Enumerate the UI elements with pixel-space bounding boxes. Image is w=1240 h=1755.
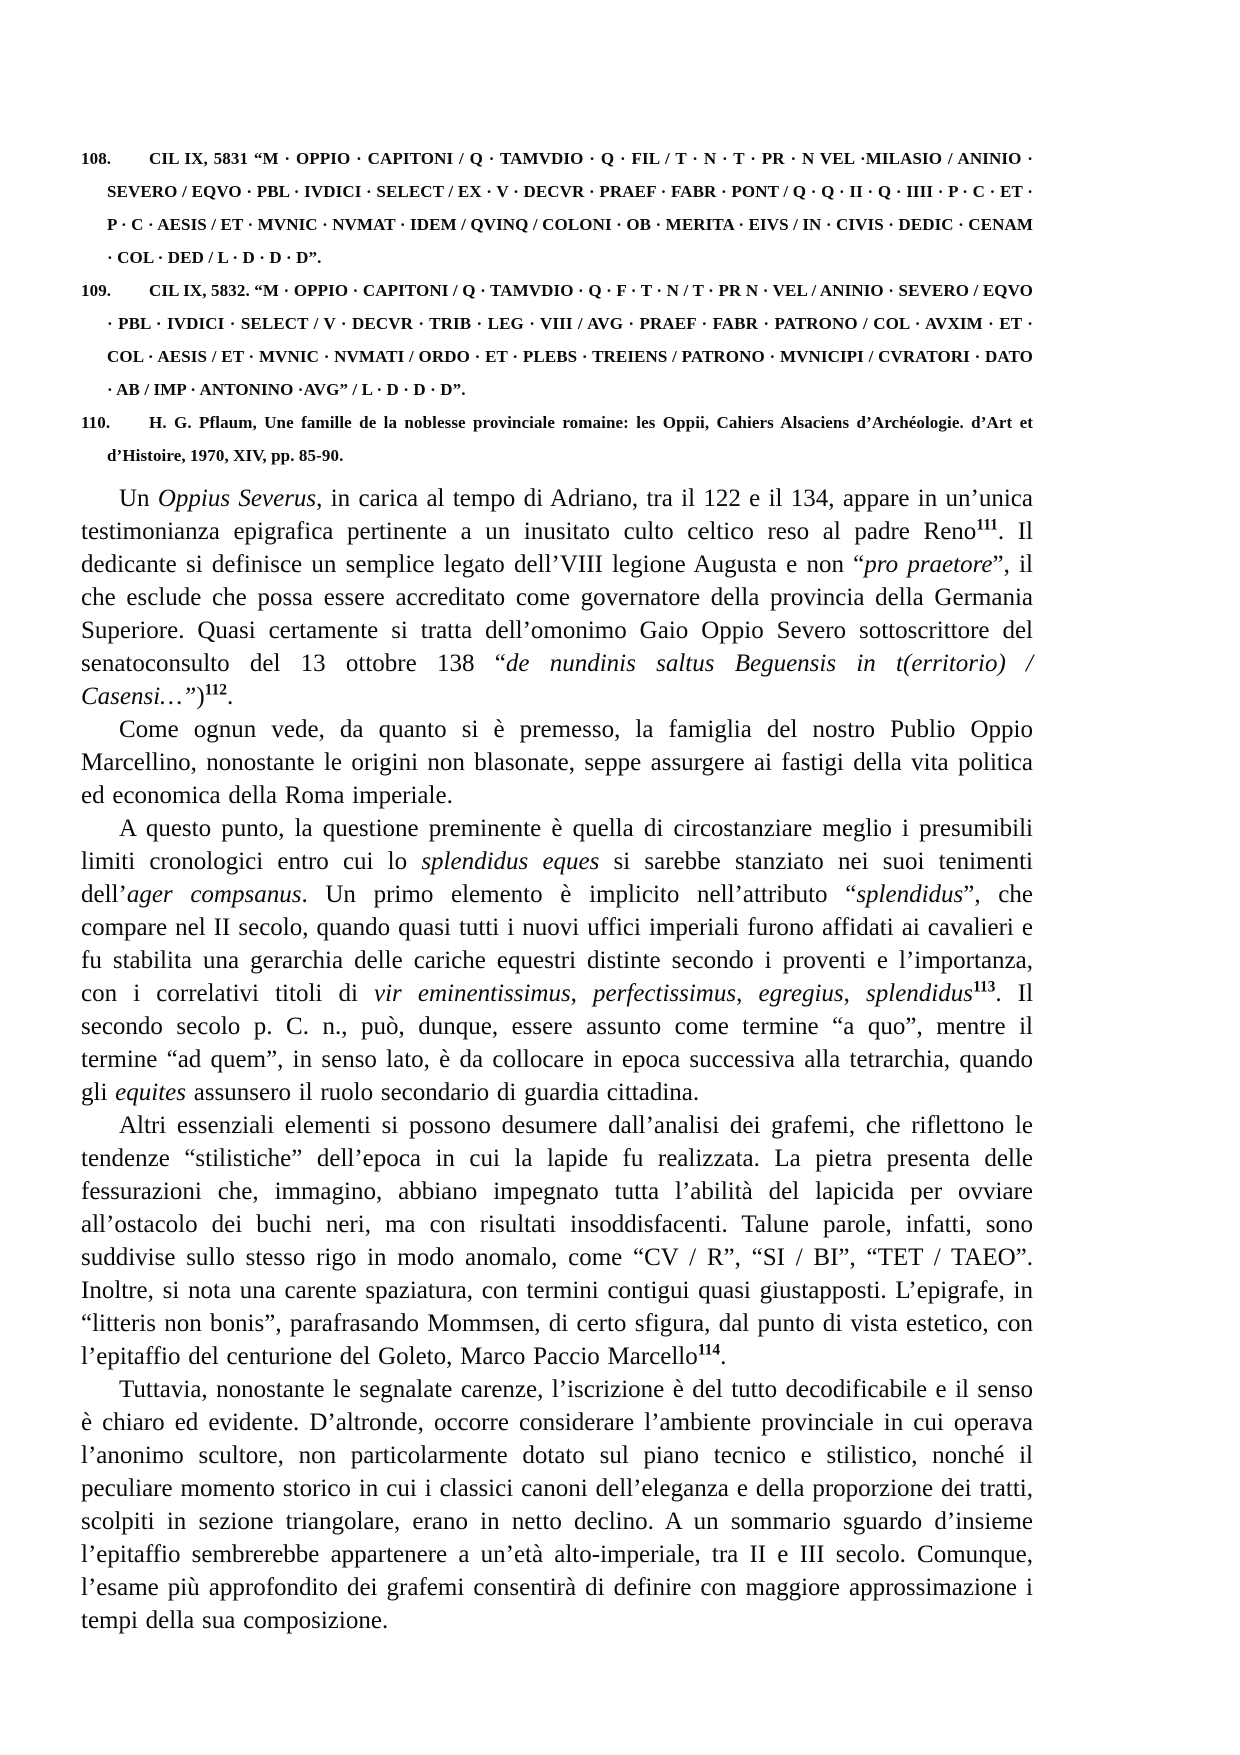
footnote-number: 109. (81, 281, 112, 300)
paragraph (81, 713, 1033, 812)
text-segment: H. G. Pflaum, Une famille de la noblesse provinciale romaine: les Oppii, Cahiers Alsaciens d’Archéologie. d’Art et d’Histoire, 1970, XIV, pp. 85-90. (107, 413, 1033, 465)
text-segment: , in carica al tempo di Adriano, tra il 122 e il 134, appare in un’unica testimonianza epigrafica pertinente a un inusitato culto celtico reso al padre Reno (81, 485, 1033, 545)
text-segment: Come ognun vede, da quanto si è premesso, la famiglia del nostro Publio Oppio Marcellino, nonostante le origini non blasonate, seppe assurgere ai fastigi della vita politica ed economica della Roma imperiale. (81, 716, 1033, 809)
text-segment: CIL IX, 5831 “M · OPPIO · CAPITONI / Q · TAMVDIO · Q · FIL / T · N · T · PR · N VEL ·MILASIO / ANINIO · SEVERO / EQVO · PBL · IVDICI · SELECT / EX · V · DECVR · PRAEF · FABR · PONT / Q · Q · II · Q · IIII · P · C · ET · P · C · AESIS / ET · MVNIC · NVMAT · IDEM / QVINQ / COLONI · OB · MERITA · EIVS / IN · CIVIS · DEDIC · CENAM · COL · DED / L · D · D · D”. (107, 149, 1033, 267)
text-segment: ”, che compare nel II secolo, quando quasi tutti i nuovi uffici imperiali furono affidati ai cavalieri e fu stabilita una gerarchia delle cariche equestri distinte secondo i proventi e l’importanza, con i correlativi titoli di (81, 881, 1033, 1007)
text-segment: . Il secondo secolo p. C. n., può, dunque, essere assunto come termine “a quo”, mentre il termine “ad quem”, in senso lato, è da collocare in epoca successiva alla tetrarchia, quando gli (81, 980, 1034, 1106)
footnote-text (107, 413, 1033, 465)
body-text-section (81, 482, 1033, 1637)
footnote-item (81, 274, 1033, 406)
text-segment: ”, il che esclude che possa essere accreditato come governatore della provincia della Germania Superiore. Quasi certamente si tratta dell’omonimo Gaio Oppio Severo sottoscrittore del senatoconsulto del 13 ottobre 138 “ (81, 551, 1033, 677)
text-segment: . Il dedicante si definisce un semplice legato dell’VIII legione Augusta e non “ (81, 518, 1033, 578)
footnote-reference: 113 (972, 978, 996, 996)
text-segment: splendidus (856, 881, 964, 908)
text-segment: , (570, 980, 594, 1007)
footnote-text (107, 281, 1033, 399)
text-segment: splendidus eques (421, 848, 600, 875)
text-segment: Tuttavia, nonostante le segnalate carenze, l’iscrizione è del tutto decodificabile e il senso è chiaro ed evidente. D’altronde, occorre considerare l’ambiente provinciale in cui operava l’anonimo scultore, non particolarmente dotato sul piano tecnico e stilistico, nonché il peculiare momento storico in cui i classici canoni dell’eleganza e della proporzione dei tratti, scolpiti in sezione triangolare, erano in netto declino. A un sommario sguardo d’insieme l’epitaffio sembrerebbe appartenere a un’età alto-imperiale, tra II e III secolo. Comunque, l’esame più approfondito dei grafemi consentirà di definire con maggiore approssimazione i tempi della sua composizione. (81, 1376, 1033, 1634)
text-segment: CIL IX, 5832. “M · OPPIO · CAPITONI / Q · TAMVDIO · Q · F · T · N / T · PR N · VEL / ANINIO · SEVERO / EQVO · PBL · IVDICI · SELECT / V · DECVR · TRIB · LEG · VIII / AVG · PRAEF · FABR · PATRONO / COL · AVXIM · ET · COL · AESIS / ET · MVNIC · NVMATI / ORDO · ET · PLEBS · TREIENS / PATRONO · MVNICIPI / CVRATORI · DATO · AB / IMP · ANTONINO ·AVG” / L · D · D · D”. (107, 281, 1033, 399)
paragraph (81, 812, 1033, 1109)
footnote-item (81, 142, 1033, 274)
footnote-text (107, 149, 1033, 267)
footnotes-section (81, 142, 1033, 472)
text-segment: . Un primo elemento è implicito nell’attributo “ (301, 881, 857, 908)
text-segment: ) (196, 683, 205, 710)
paragraph (81, 482, 1033, 713)
text-segment: splendidus (866, 980, 973, 1007)
text-segment: assunsero il ruolo secondario di guardia cittadina. (185, 1079, 700, 1106)
footnote-reference: 114 (697, 1341, 721, 1359)
text-segment: vir eminentissimus (374, 980, 571, 1007)
footnote-reference: 111 (976, 516, 998, 534)
text-segment: Oppius Severus (157, 485, 317, 512)
text-segment: . (227, 683, 234, 710)
text-segment: Un (119, 485, 158, 512)
text-segment: pro praetore (864, 551, 993, 578)
footnote-item (81, 406, 1033, 472)
text-segment: si sarebbe stanziato nei suoi tenimenti dell’ (81, 848, 1033, 908)
paragraph (81, 1373, 1033, 1637)
text-segment: equites (115, 1079, 186, 1106)
text-segment: , (843, 980, 867, 1007)
text-segment: egregius (758, 980, 844, 1007)
text-segment: perfectissimus (593, 980, 737, 1007)
text-segment: , (736, 980, 759, 1007)
text-segment: de nundinis saltus Beguensis in t(erritorio) / Casensi…” (81, 650, 1033, 710)
text-segment: . (720, 1343, 727, 1370)
footnote-number: 110. (81, 413, 111, 432)
text-segment: ager compsanus (126, 881, 302, 908)
footnote-number: 108. (81, 149, 112, 168)
text-segment: A questo punto, la questione preminente è quella di circostanziare meglio i presumibili limiti cronologici entro cui lo (81, 815, 1033, 875)
page-content (81, 142, 1033, 1637)
paragraph (81, 1109, 1033, 1373)
footnote-reference: 112 (204, 681, 228, 699)
text-segment: Altri essenziali elementi si possono desumere dall’analisi dei grafemi, che riflettono le tendenze “stilistiche” dell’epoca in cui la lapide fu realizzata. La pietra presenta delle fessurazioni che, immagino, abbiano impegnato tutta l’abilità del lapicida per ovviare all’ostacolo dei buchi neri, ma con risultati insoddisfacenti. Talune parole, infatti, sono suddivise sullo stesso rigo in modo anomalo, come “CV / R”, “SI / BI”, “TET / TAEO”. Inoltre, si nota una carente spaziatura, con termini contigui quasi giustapposti. L’epigrafe, in “litteris non bonis”, parafrasando Mommsen, di certo sfigura, dal punto di vista estetico, con l’epitaffio del centurione del Goleto, Marco Paccio Marcello (81, 1112, 1033, 1370)
